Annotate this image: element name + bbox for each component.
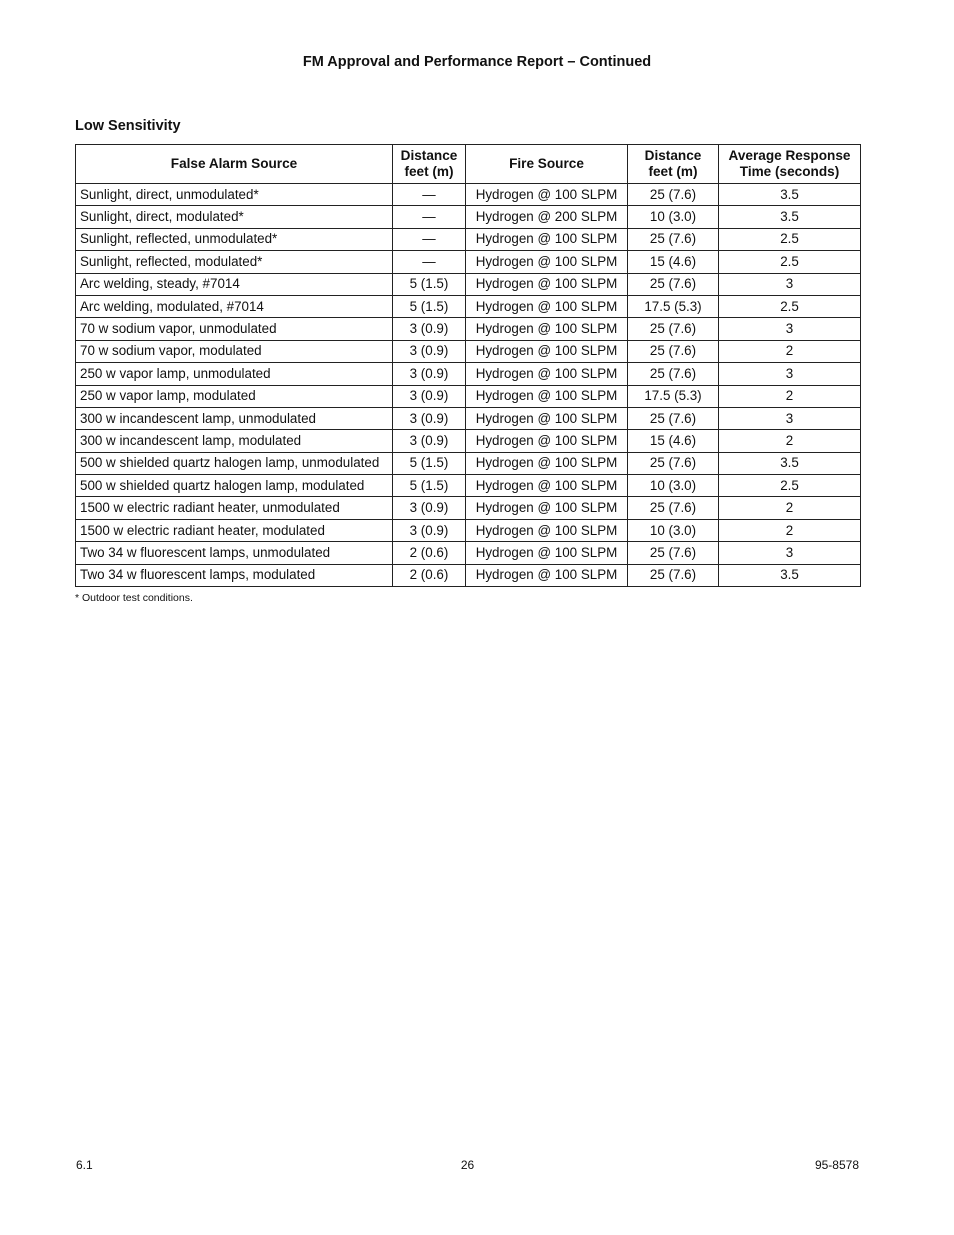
table-row (76, 340, 861, 362)
cell-response-time: 3 (719, 542, 861, 564)
cell-fire-source: Hydrogen @ 100 SLPM (466, 318, 628, 340)
results-table (75, 144, 861, 587)
cell-false-alarm-source: 300 w incandescent lamp, unmodulated (76, 407, 393, 429)
table-row (76, 497, 861, 519)
cell-response-time: 2.5 (719, 251, 861, 273)
table-body (76, 184, 861, 587)
cell-fire-distance: 25 (7.6) (628, 228, 719, 250)
cell-fire-distance: 17.5 (5.3) (628, 385, 719, 407)
cell-fire-distance: 17.5 (5.3) (628, 295, 719, 317)
cell-fire-distance: 25 (7.6) (628, 497, 719, 519)
cell-false-alarm-source: Sunlight, direct, modulated* (76, 206, 393, 228)
cell-false-alarm-distance: — (393, 184, 466, 206)
cell-fire-distance: 10 (3.0) (628, 519, 719, 541)
cell-false-alarm-distance: 5 (1.5) (393, 295, 466, 317)
table-row (76, 519, 861, 541)
cell-false-alarm-distance: 5 (1.5) (393, 452, 466, 474)
cell-response-time: 3 (719, 363, 861, 385)
cell-false-alarm-source: Arc welding, modulated, #7014 (76, 295, 393, 317)
cell-false-alarm-distance: 3 (0.9) (393, 519, 466, 541)
cell-response-time: 2.5 (719, 295, 861, 317)
cell-false-alarm-source: 70 w sodium vapor, unmodulated (76, 318, 393, 340)
table-row (76, 206, 861, 228)
cell-false-alarm-distance: 2 (0.6) (393, 542, 466, 564)
cell-fire-source: Hydrogen @ 100 SLPM (466, 273, 628, 295)
cell-fire-source: Hydrogen @ 100 SLPM (466, 385, 628, 407)
cell-fire-source: Hydrogen @ 100 SLPM (466, 430, 628, 452)
cell-fire-source: Hydrogen @ 100 SLPM (466, 184, 628, 206)
column-header-fire-source: Fire Source (466, 145, 628, 184)
cell-false-alarm-source: Sunlight, reflected, modulated* (76, 251, 393, 273)
table-row (76, 452, 861, 474)
cell-fire-source: Hydrogen @ 100 SLPM (466, 251, 628, 273)
cell-response-time: 3.5 (719, 452, 861, 474)
table-row (76, 273, 861, 295)
cell-response-time: 2.5 (719, 228, 861, 250)
table-row (76, 251, 861, 273)
cell-false-alarm-source: 500 w shielded quartz halogen lamp, unmodulated (76, 452, 393, 474)
cell-false-alarm-distance: 3 (0.9) (393, 497, 466, 519)
cell-response-time: 2 (719, 340, 861, 362)
cell-fire-distance: 25 (7.6) (628, 340, 719, 362)
cell-false-alarm-source: 70 w sodium vapor, modulated (76, 340, 393, 362)
cell-false-alarm-source: 1500 w electric radiant heater, unmodulated (76, 497, 393, 519)
cell-fire-distance: 25 (7.6) (628, 407, 719, 429)
table-row (76, 564, 861, 586)
cell-false-alarm-source: 250 w vapor lamp, unmodulated (76, 363, 393, 385)
cell-fire-source: Hydrogen @ 100 SLPM (466, 475, 628, 497)
cell-false-alarm-distance: 3 (0.9) (393, 407, 466, 429)
footer-revision: 6.1 (76, 1158, 93, 1172)
column-header-false-alarm-source: False Alarm Source (76, 145, 393, 184)
cell-fire-source: Hydrogen @ 100 SLPM (466, 363, 628, 385)
cell-fire-source: Hydrogen @ 100 SLPM (466, 542, 628, 564)
cell-false-alarm-distance: 3 (0.9) (393, 318, 466, 340)
cell-fire-source: Hydrogen @ 100 SLPM (466, 497, 628, 519)
cell-fire-distance: 15 (4.6) (628, 251, 719, 273)
cell-false-alarm-distance: — (393, 228, 466, 250)
cell-false-alarm-source: Sunlight, reflected, unmodulated* (76, 228, 393, 250)
cell-response-time: 2 (719, 385, 861, 407)
cell-fire-distance: 25 (7.6) (628, 564, 719, 586)
cell-fire-distance: 10 (3.0) (628, 475, 719, 497)
table-row (76, 542, 861, 564)
cell-fire-distance: 25 (7.6) (628, 318, 719, 340)
table-row (76, 385, 861, 407)
cell-fire-distance: 25 (7.6) (628, 273, 719, 295)
column-header-response-time: Average Response Time (seconds) (719, 145, 861, 184)
cell-false-alarm-source: Arc welding, steady, #7014 (76, 273, 393, 295)
cell-fire-distance: 25 (7.6) (628, 542, 719, 564)
cell-false-alarm-source: 250 w vapor lamp, modulated (76, 385, 393, 407)
cell-fire-distance: 25 (7.6) (628, 452, 719, 474)
cell-fire-source: Hydrogen @ 100 SLPM (466, 228, 628, 250)
table-row (76, 475, 861, 497)
cell-response-time: 3 (719, 273, 861, 295)
cell-false-alarm-source: 500 w shielded quartz halogen lamp, modulated (76, 475, 393, 497)
section-title: Low Sensitivity (75, 118, 181, 134)
cell-false-alarm-source: 300 w incandescent lamp, modulated (76, 430, 393, 452)
cell-false-alarm-source: Two 34 w fluorescent lamps, modulated (76, 564, 393, 586)
table-row (76, 318, 861, 340)
cell-false-alarm-distance: 2 (0.6) (393, 564, 466, 586)
table-row (76, 363, 861, 385)
table-row (76, 295, 861, 317)
cell-response-time: 3.5 (719, 184, 861, 206)
column-header-false-alarm-distance: Distance feet (m) (393, 145, 466, 184)
cell-fire-source: Hydrogen @ 100 SLPM (466, 407, 628, 429)
cell-fire-distance: 25 (7.6) (628, 184, 719, 206)
cell-fire-distance: 25 (7.6) (628, 363, 719, 385)
cell-fire-distance: 10 (3.0) (628, 206, 719, 228)
cell-fire-source: Hydrogen @ 100 SLPM (466, 452, 628, 474)
cell-response-time: 3 (719, 407, 861, 429)
cell-fire-source: Hydrogen @ 100 SLPM (466, 295, 628, 317)
table-row (76, 407, 861, 429)
cell-false-alarm-distance: 3 (0.9) (393, 340, 466, 362)
cell-false-alarm-source: 1500 w electric radiant heater, modulated (76, 519, 393, 541)
cell-false-alarm-distance: 5 (1.5) (393, 273, 466, 295)
table-header-row (76, 145, 861, 184)
cell-fire-source: Hydrogen @ 100 SLPM (466, 519, 628, 541)
cell-false-alarm-source: Sunlight, direct, unmodulated* (76, 184, 393, 206)
cell-response-time: 2.5 (719, 475, 861, 497)
cell-response-time: 2 (719, 430, 861, 452)
cell-response-time: 2 (719, 519, 861, 541)
footnote: * Outdoor test conditions. (75, 592, 193, 604)
footer-document-number: 95-8578 (814, 1158, 859, 1172)
cell-fire-source: Hydrogen @ 100 SLPM (466, 340, 628, 362)
cell-response-time: 2 (719, 497, 861, 519)
table-row (76, 228, 861, 250)
table-row (76, 430, 861, 452)
cell-false-alarm-distance: — (393, 206, 466, 228)
cell-false-alarm-source: Two 34 w fluorescent lamps, unmodulated (76, 542, 393, 564)
cell-response-time: 3.5 (719, 564, 861, 586)
column-header-fire-distance: Distance feet (m) (628, 145, 719, 184)
cell-fire-source: Hydrogen @ 100 SLPM (466, 564, 628, 586)
footer-page-number: 26 (460, 1158, 475, 1172)
cell-response-time: 3.5 (719, 206, 861, 228)
page-title: FM Approval and Performance Report – Continued (302, 54, 652, 70)
cell-false-alarm-distance: 3 (0.9) (393, 430, 466, 452)
cell-false-alarm-distance: 3 (0.9) (393, 385, 466, 407)
cell-response-time: 3 (719, 318, 861, 340)
cell-fire-source: Hydrogen @ 200 SLPM (466, 206, 628, 228)
cell-false-alarm-distance: 5 (1.5) (393, 475, 466, 497)
cell-fire-distance: 15 (4.6) (628, 430, 719, 452)
table-row (76, 184, 861, 206)
cell-false-alarm-distance: 3 (0.9) (393, 363, 466, 385)
cell-false-alarm-distance: — (393, 251, 466, 273)
